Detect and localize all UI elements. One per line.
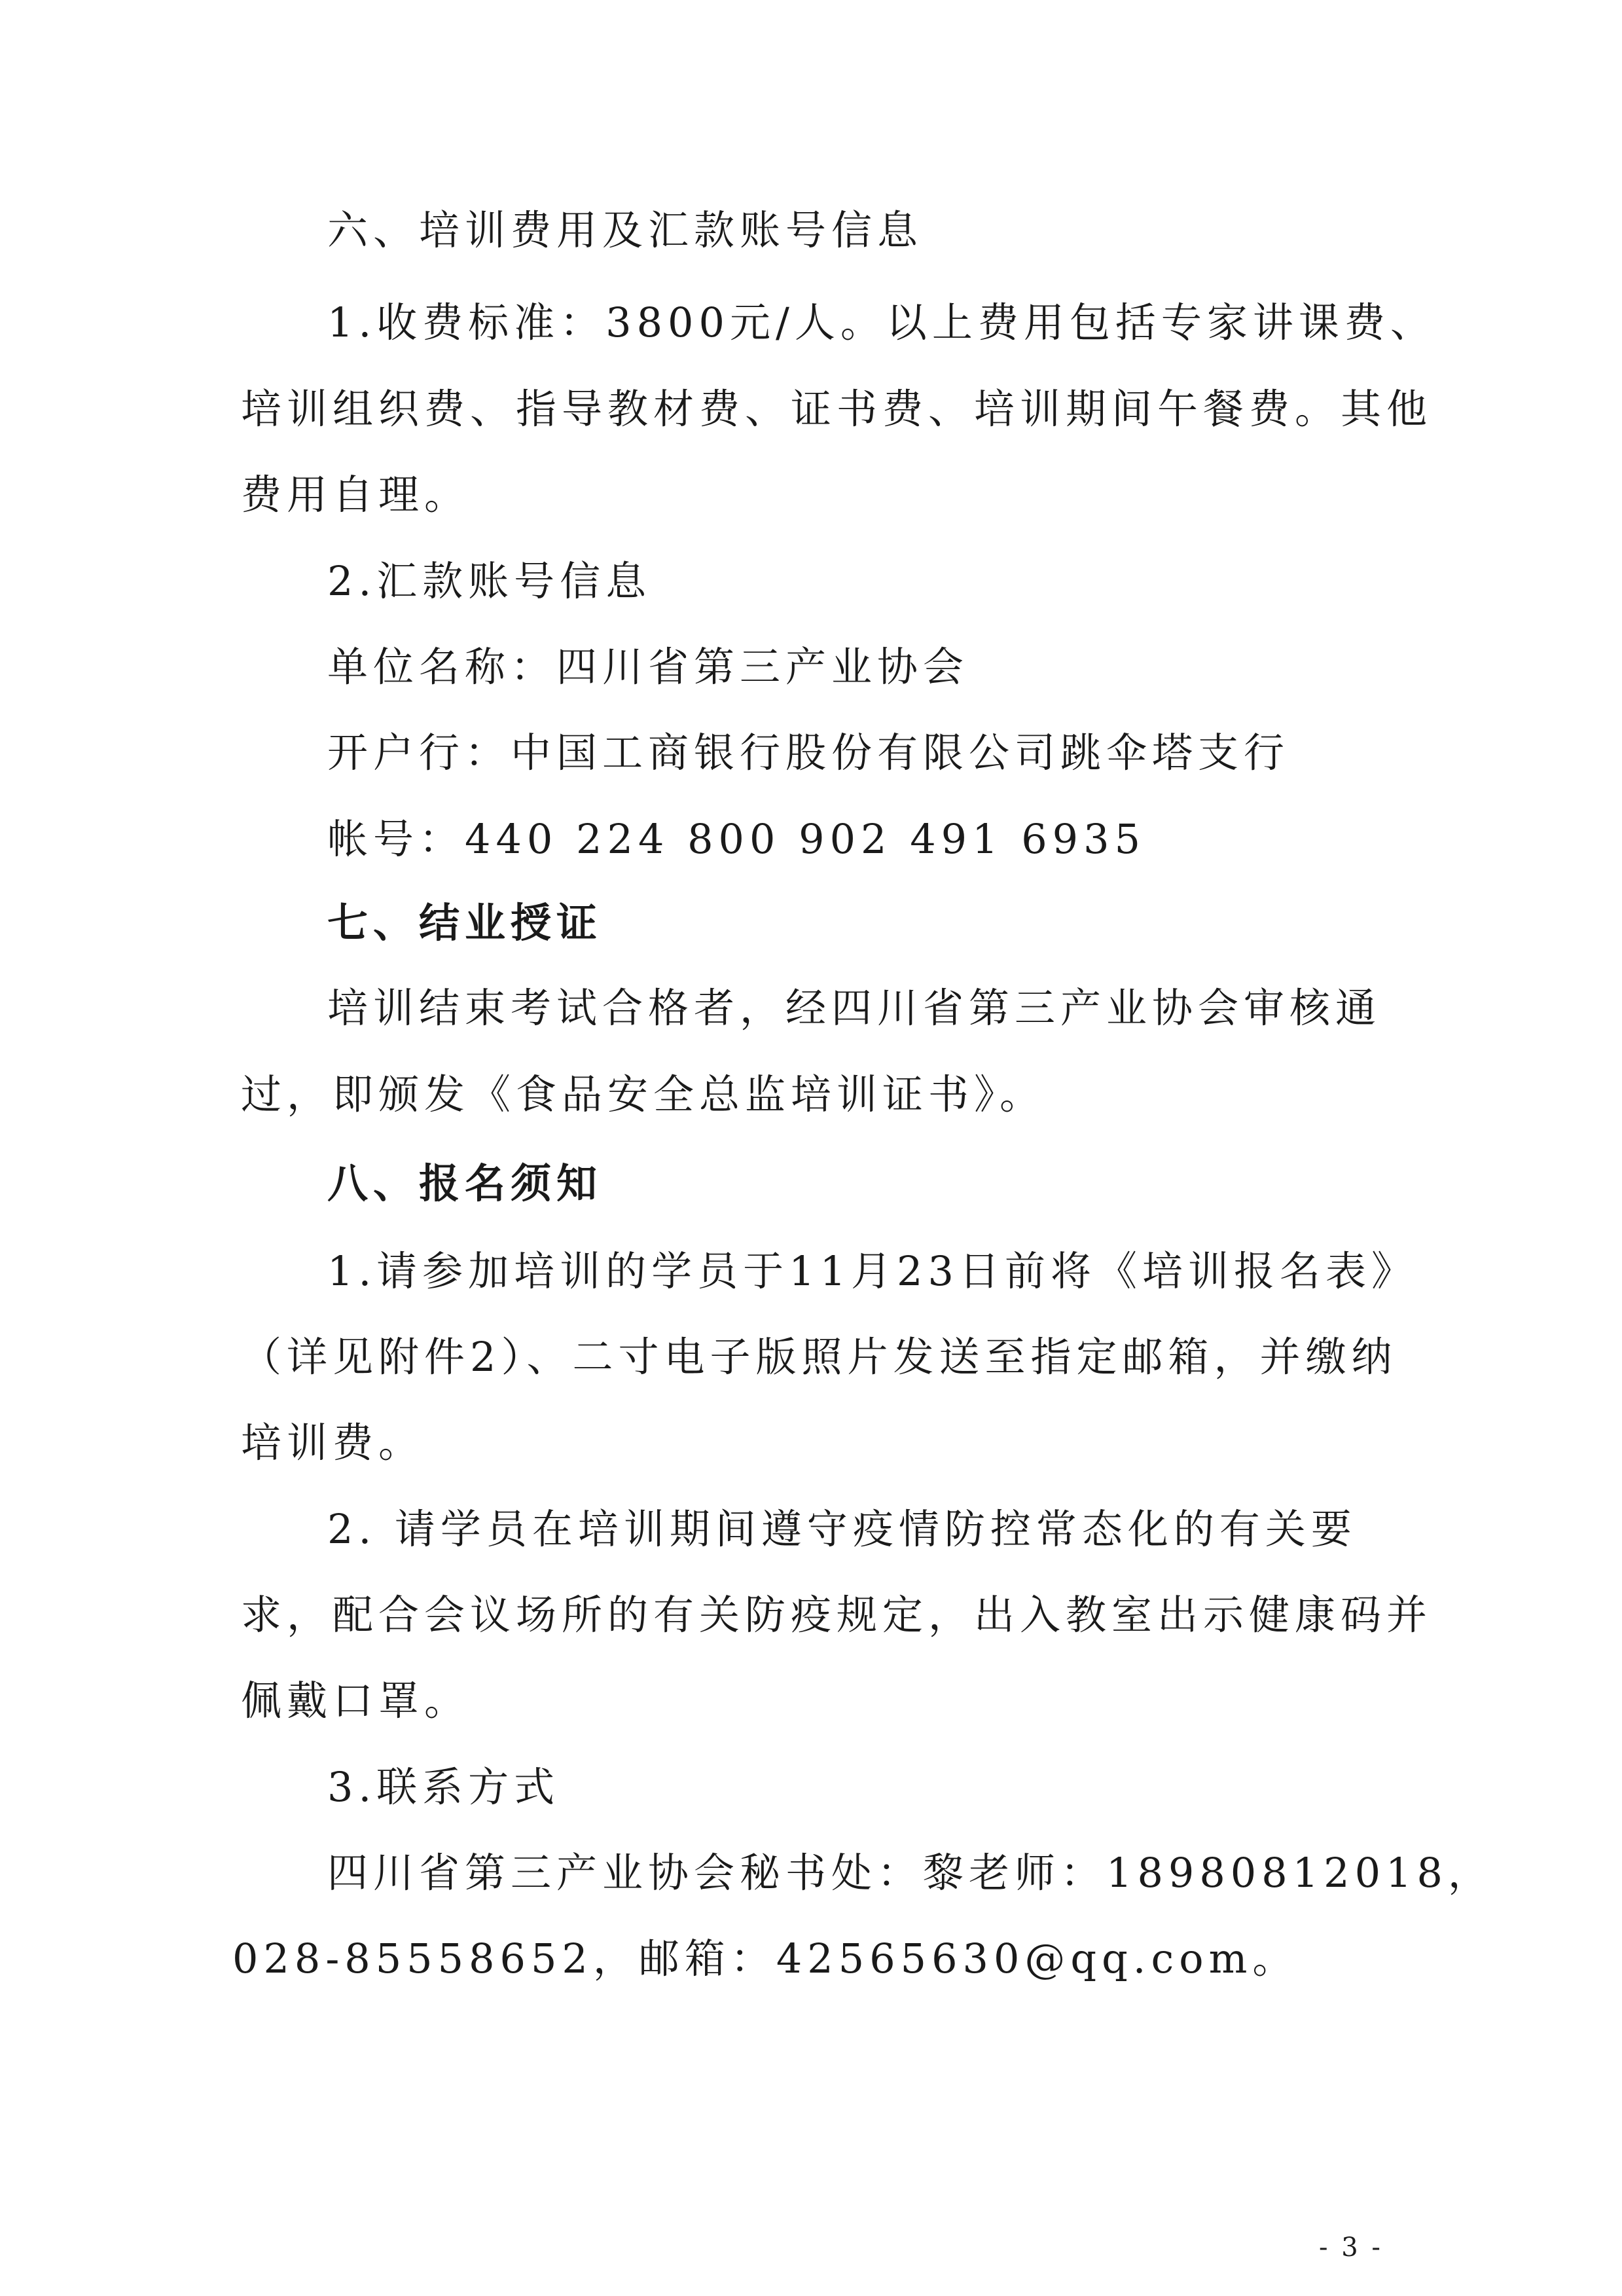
registration-item-1-line-1: 1.请参加培训的学员于11月23日前将《培训报名表》 [327,1247,1417,1295]
page-number: - 3 - [1319,2232,1383,2263]
section-6-title: 六、培训费用及汇款账号信息 [327,206,924,254]
registration-item-2-line-2: 求，配合会议场所的有关防疫规定，出入教室出示健康码并 [241,1591,1433,1639]
fee-standard-line-2: 培训组织费、指导教材费、证书费、培训期间午餐费。其他 [241,385,1433,433]
registration-item-1-line-3: 培训费。 [241,1419,425,1467]
contact-line-2: 028-85558652，邮箱：42565630@qq.com。 [232,1935,1299,1982]
registration-item-2-line-1: 2. 请学员在培训期间遵守疫情防控常态化的有关要 [327,1505,1357,1553]
account-number-line: 帐号：440 224 800 902 491 6935 [327,815,1146,863]
registration-item-1-line-2: （详见附件2）、二寸电子版照片发送至指定邮箱，并缴纳 [241,1333,1397,1381]
account-info-heading: 2.汇款账号信息 [327,557,652,605]
bank-line: 开户行：中国工商银行股份有限公司跳伞塔支行 [327,729,1290,776]
unit-name-line: 单位名称：四川省第三产业协会 [327,643,969,691]
registration-item-2-line-3: 佩戴口罩。 [241,1677,471,1724]
contact-line-1: 四川省第三产业协会秘书处：黎老师：18980812018， [327,1849,1494,1897]
section-8-title: 八、报名须知 [327,1159,603,1207]
contact-heading: 3.联系方式 [327,1763,560,1811]
fee-standard-line-1: 1.收费标准：3800元/人。以上费用包括专家讲课费、 [327,299,1436,346]
section-7-line-1: 培训结束考试合格者，经四川省第三产业协会审核通 [327,984,1382,1032]
section-7-line-2: 过，即颁发《食品安全总监培训证书》。 [241,1070,1046,1118]
section-7-title: 七、结业授证 [327,899,603,947]
fee-standard-line-3: 费用自理。 [241,471,471,519]
